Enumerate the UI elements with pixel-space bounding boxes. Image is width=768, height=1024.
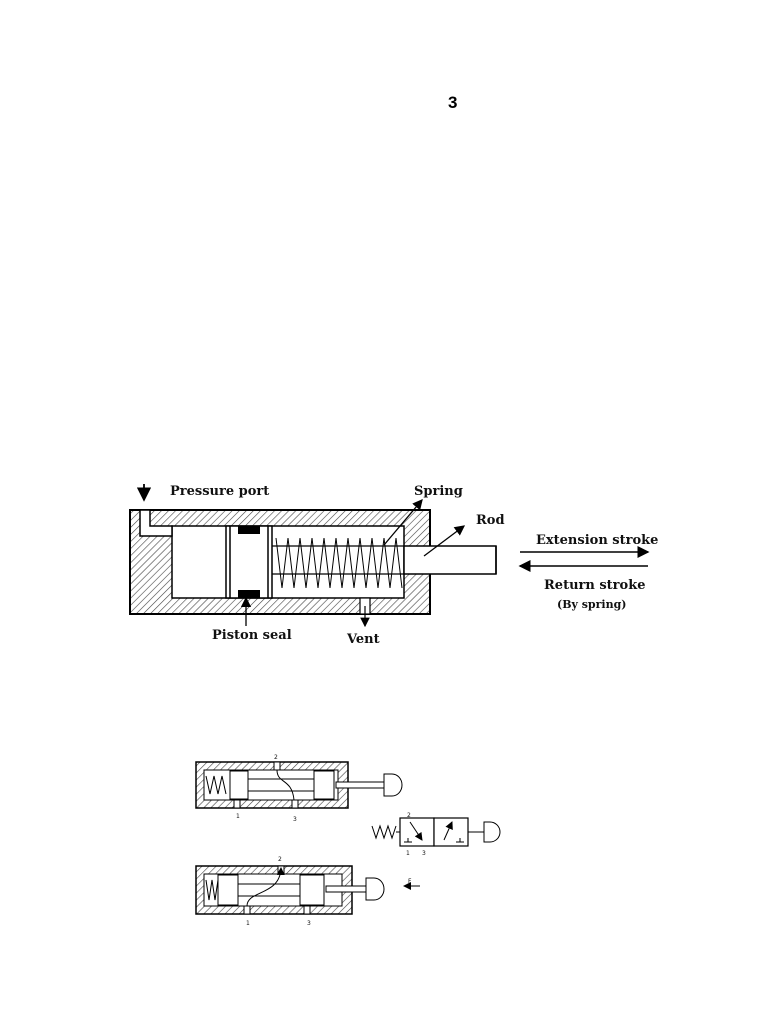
top-port-1: 1	[236, 813, 240, 820]
top-port-2: 2	[274, 754, 278, 761]
label-return-stroke: Return stroke	[544, 578, 646, 593]
symbol-port-2: 2	[407, 812, 411, 819]
piston	[226, 526, 272, 598]
push-button-top	[384, 774, 402, 796]
bottom-port-3: 3	[307, 920, 311, 927]
piston-seal-top	[238, 526, 260, 534]
symbol-push-button	[484, 822, 500, 842]
label-rod: Rod	[476, 513, 505, 528]
symbol-port-1: 1	[406, 850, 410, 857]
piston-rod	[404, 546, 496, 574]
symbol-spring	[372, 826, 396, 838]
piston-seal-bottom	[238, 590, 260, 598]
label-piston-seal: Piston seal	[212, 628, 292, 643]
label-by-spring: (By spring)	[557, 598, 627, 611]
valve-symbol	[372, 812, 500, 857]
push-button-bottom	[366, 878, 384, 900]
top-port-3: 3	[293, 816, 297, 823]
page-number: 3	[448, 93, 458, 112]
bottom-port-1: 1	[246, 920, 250, 927]
label-extension-stroke: Extension stroke	[536, 533, 659, 548]
valve-cross-section-actuated	[196, 856, 420, 927]
single-acting-cylinder	[130, 484, 658, 647]
force-label: F	[408, 878, 412, 885]
label-spring: Spring	[414, 484, 463, 499]
label-pressure-port: Pressure port	[170, 484, 270, 499]
symbol-port-3: 3	[422, 850, 426, 857]
label-vent: Vent	[347, 632, 380, 647]
valve-cross-section-normal	[196, 754, 402, 823]
bottom-port-2: 2	[278, 856, 282, 863]
